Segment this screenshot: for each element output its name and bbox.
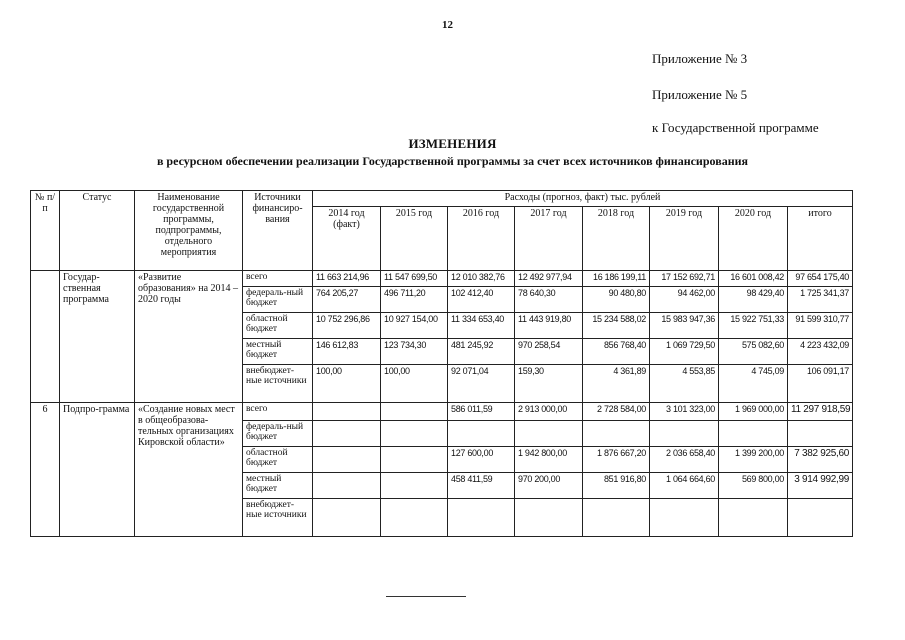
amount-cell: 569 800,00 <box>719 473 788 499</box>
amount-cell: 1 876 667,20 <box>583 447 650 473</box>
amount-cell: 586 011,59 <box>448 403 515 421</box>
appendix-line-2: Приложение № 5 <box>652 87 748 102</box>
amount-cell: 78 640,30 <box>515 287 583 313</box>
amount-cell <box>788 499 853 537</box>
amount-cell: 1 969 000,00 <box>719 403 788 421</box>
funding-source: внебюджет-ные источники <box>243 365 313 403</box>
row-status: Подпро-грамма <box>60 403 135 537</box>
amount-cell: 11 663 214,96 <box>313 271 381 287</box>
page-number: 12 <box>442 19 453 31</box>
header-sources: Источники финансиро-вания <box>243 191 313 271</box>
amount-cell: 4 223 432,09 <box>788 339 853 365</box>
amount-cell <box>313 499 381 537</box>
amount-cell: 856 768,40 <box>583 339 650 365</box>
amount-cell: 11 297 918,59 <box>788 403 853 421</box>
funding-source: федераль-ный бюджет <box>243 421 313 447</box>
amount-cell: 12 010 382,76 <box>448 271 515 287</box>
header-year: 2019 год <box>650 207 719 271</box>
amount-cell: 1 942 800,00 <box>515 447 583 473</box>
amount-cell: 575 082,60 <box>719 339 788 365</box>
header-year: 2018 год <box>583 207 650 271</box>
amount-cell <box>515 499 583 537</box>
amount-cell: 90 480,80 <box>583 287 650 313</box>
header-year: 2017 год <box>515 207 583 271</box>
amount-cell: 2 036 658,40 <box>650 447 719 473</box>
funding-source: внебюджет-ные источники <box>243 499 313 537</box>
amount-cell: 2 728 584,00 <box>583 403 650 421</box>
resource-table <box>30 190 853 537</box>
header-year: итого <box>788 207 853 271</box>
funding-source: федераль-ный бюджет <box>243 287 313 313</box>
document-subtitle: в ресурсном обеспечении реализации Государственной программы за счет всех источников финансирования <box>156 154 749 168</box>
amount-cell: 94 462,00 <box>650 287 719 313</box>
row-program-name: «Развитие образования» на 2014 – 2020 годы <box>135 271 243 403</box>
amount-cell: 17 152 692,71 <box>650 271 719 287</box>
amount-cell: 100,00 <box>313 365 381 403</box>
row-status: Государ-ственная программа <box>60 271 135 403</box>
amount-cell: 496 711,20 <box>381 287 448 313</box>
header-year: 2015 год <box>381 207 448 271</box>
amount-cell: 970 200,00 <box>515 473 583 499</box>
header-num: № п/п <box>31 191 60 271</box>
amount-cell: 12 492 977,94 <box>515 271 583 287</box>
amount-cell <box>448 421 515 447</box>
amount-cell: 3 101 323,00 <box>650 403 719 421</box>
amount-cell <box>515 421 583 447</box>
amount-cell <box>313 473 381 499</box>
amount-cell: 1 064 664,60 <box>650 473 719 499</box>
row-number: 6 <box>31 403 60 537</box>
amount-cell: 4 745,09 <box>719 365 788 403</box>
amount-cell: 458 411,59 <box>448 473 515 499</box>
footer-line <box>386 596 466 597</box>
amount-cell: 16 186 199,11 <box>583 271 650 287</box>
amount-cell: 2 913 000,00 <box>515 403 583 421</box>
header-year: 2014 год (факт) <box>313 207 381 271</box>
amount-cell: 15 234 588,02 <box>583 313 650 339</box>
amount-cell <box>719 499 788 537</box>
amount-cell: 159,30 <box>515 365 583 403</box>
amount-cell: 7 382 925,60 <box>788 447 853 473</box>
table-row <box>31 403 853 421</box>
amount-cell: 851 916,80 <box>583 473 650 499</box>
document-title: ИЗМЕНЕНИЯ <box>408 136 497 151</box>
amount-cell <box>381 447 448 473</box>
amount-cell: 11 547 699,50 <box>381 271 448 287</box>
header-expenses: Расходы (прогноз, факт) тыс. рублей <box>313 191 853 207</box>
amount-cell <box>448 499 515 537</box>
funding-source: местный бюджет <box>243 339 313 365</box>
amount-cell: 11 443 919,80 <box>515 313 583 339</box>
amount-cell <box>583 421 650 447</box>
amount-cell: 1 069 729,50 <box>650 339 719 365</box>
amount-cell <box>313 403 381 421</box>
amount-cell <box>583 499 650 537</box>
amount-cell <box>650 499 719 537</box>
amount-cell: 98 429,40 <box>719 287 788 313</box>
header-year: 2020 год <box>719 207 788 271</box>
amount-cell: 481 245,92 <box>448 339 515 365</box>
amount-cell <box>313 447 381 473</box>
funding-source: всего <box>243 403 313 421</box>
amount-cell <box>719 421 788 447</box>
amount-cell: 10 927 154,00 <box>381 313 448 339</box>
amount-cell: 970 258,54 <box>515 339 583 365</box>
amount-cell: 764 205,27 <box>313 287 381 313</box>
amount-cell: 102 412,40 <box>448 287 515 313</box>
amount-cell: 1 725 341,37 <box>788 287 853 313</box>
amount-cell <box>650 421 719 447</box>
amount-cell <box>381 421 448 447</box>
amount-cell: 91 599 310,77 <box>788 313 853 339</box>
amount-cell: 16 601 008,42 <box>719 271 788 287</box>
header-name: Наименование государственной программы, подпрограммы, отдельного мероприятия <box>135 191 243 271</box>
amount-cell: 127 600,00 <box>448 447 515 473</box>
amount-cell: 15 922 751,33 <box>719 313 788 339</box>
funding-source: всего <box>243 271 313 287</box>
amount-cell <box>788 421 853 447</box>
amount-cell: 123 734,30 <box>381 339 448 365</box>
header-year: 2016 год <box>448 207 515 271</box>
funding-source: областной бюджет <box>243 447 313 473</box>
amount-cell <box>313 421 381 447</box>
amount-cell: 100,00 <box>381 365 448 403</box>
amount-cell: 10 752 296,86 <box>313 313 381 339</box>
appendix-line-3: к Государственной программе <box>652 120 819 135</box>
amount-cell: 15 983 947,36 <box>650 313 719 339</box>
amount-cell <box>381 499 448 537</box>
funding-source: областной бюджет <box>243 313 313 339</box>
amount-cell: 11 334 653,40 <box>448 313 515 339</box>
amount-cell: 106 091,17 <box>788 365 853 403</box>
table-row <box>31 271 853 287</box>
amount-cell <box>381 403 448 421</box>
amount-cell: 97 654 175,40 <box>788 271 853 287</box>
row-program-name: «Создание новых мест в общеобразова-тельных организациях Кировской области» <box>135 403 243 537</box>
amount-cell: 146 612,83 <box>313 339 381 365</box>
amount-cell: 4 553,85 <box>650 365 719 403</box>
header-status: Статус <box>60 191 135 271</box>
appendix-line-1: Приложение № 3 <box>652 51 748 66</box>
funding-source: местный бюджет <box>243 473 313 499</box>
amount-cell: 1 399 200,00 <box>719 447 788 473</box>
amount-cell: 4 361,89 <box>583 365 650 403</box>
amount-cell <box>381 473 448 499</box>
amount-cell: 92 071,04 <box>448 365 515 403</box>
amount-cell: 3 914 992,99 <box>788 473 853 499</box>
row-number <box>31 271 60 403</box>
